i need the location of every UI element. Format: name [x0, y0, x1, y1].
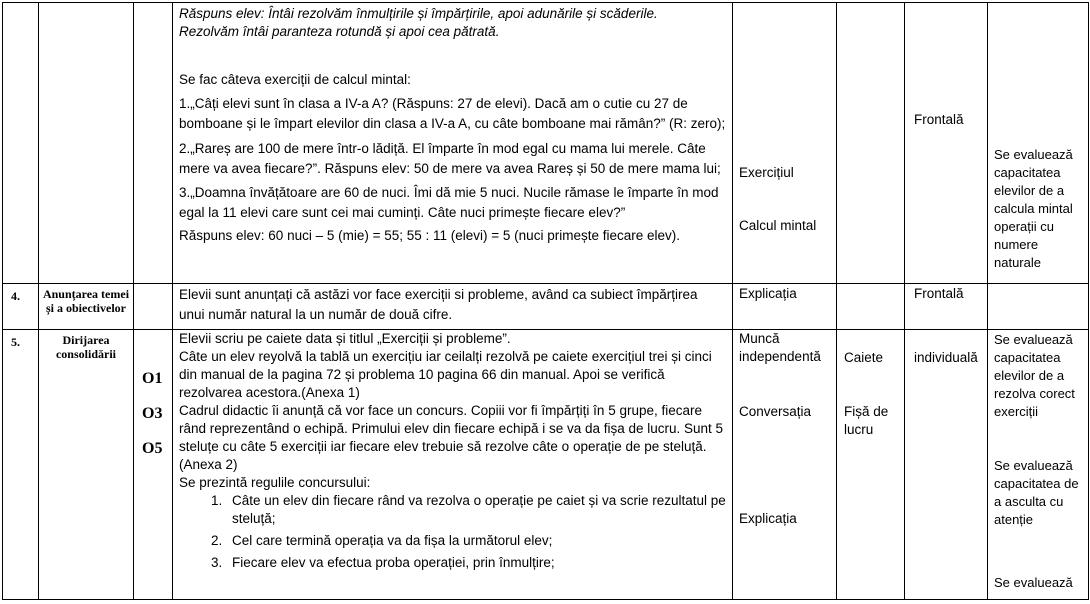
number-cell [3, 3, 39, 284]
methods-cell [733, 3, 837, 284]
exercise-1: 1.„Câți elevi sunt în clasa a IV-a A? (Răspuns: 27 de elevi). Dacă am o cutie cu 27 de bomboane și le împart elevilor din clasa a IV-a A, cu câte bomboane mai rămân?” (R: zero); [179, 96, 726, 131]
answer-line-1: Răspuns elev: Întâi rezolvăm înmulțirile și împărțirile, apoi adunările și scăderile. [179, 6, 658, 21]
lesson-plan-table [2, 2, 1089, 600]
evaluation-text: Se evaluează capacitatea elevilor de a rezolva corect exerciții [994, 332, 1075, 419]
list-item: 3. Fiecare elev va efectua proba operației, prin înmulțire; [226, 554, 726, 572]
announcement-text: Elevii sunt anunțați că astăzi vor face exerciții si probleme, având ca subiect împărțirea unui număr natural la un număr de două cifre. [179, 287, 698, 322]
table-row [3, 330, 1089, 600]
objective-label: O1 [142, 370, 163, 387]
resource-item: Caiete [844, 350, 884, 365]
paragraph: Elevii scriu pe caiete data și titlul „Exerciții și probleme”. [179, 331, 511, 346]
list-item: 1. Câte un elev din fiecare rând va rezolva o operație pe caiet și va scrie rezultatul pe steluță; [226, 492, 726, 528]
evaluation-cell [988, 330, 1089, 600]
objective-label: O3 [142, 405, 163, 422]
content-cell [173, 284, 733, 330]
exercise-3-answer: Răspuns elev: 60 nuci – 5 (mie) = 55; 55 : 11 (elevi) = 5 (nuci primește fiecare elev). [179, 228, 680, 243]
stage-title: Dirijarea consolidării [39, 330, 134, 600]
resources-cell [837, 330, 905, 600]
objectives-cell [134, 284, 173, 330]
method-item: Exercițiul [739, 165, 794, 180]
row-number: 4. [3, 284, 39, 330]
method-item: Muncă independentă [739, 331, 821, 364]
content-cell [173, 3, 733, 284]
evaluation-cell [988, 284, 1089, 330]
row-number: 5. [3, 330, 39, 600]
evaluation-text: Se evaluează capacitatea de a asculta cu atenție [994, 458, 1079, 527]
method-item: Calcul mintal [739, 218, 817, 233]
objectives-cell [134, 330, 173, 600]
evaluation-text: Se evaluează capacitatea elevilor de a calcula mintal operații cu numere naturale [994, 147, 1073, 270]
paragraph: Cadrul didactic îi anunță că vor face un concurs. Copiii vor fi împărțiți în 5 grupe, fiecare rând reprezentând o echipă. Primului elev din fiecare echipă i se va da fișa de lucru. Sunt 5 steluțe cu câte 5 exerciții iar fiecare elev trebuie să rezolve câte o operație de pe steluță. (Anexa 2) [179, 403, 724, 472]
content-cell [173, 330, 733, 600]
stage-cell [39, 3, 134, 284]
method-item: Explicația [739, 511, 797, 526]
list-item: 2. Cel care termină operația va da fișa la următorul elev; [226, 532, 726, 550]
resources-cell [837, 284, 905, 330]
organization-label: Frontală [914, 286, 964, 301]
method-item: Explicația [739, 286, 797, 301]
method-item: Conversația [739, 404, 812, 419]
resource-item: Fișă de lucru [844, 404, 889, 437]
exercise-2: 2.„Rareș are 100 de mere într-o lădiță. El împarte în mod egal cu mama lui merele. Câte mere va avea fiecare?”. Răspuns elev: 50 de mere va avea Rareș și 50 de mere mama lui; [179, 141, 721, 176]
organization-label: individuală [914, 350, 978, 365]
organization-cell [905, 3, 988, 284]
exercise-3: 3.„Doamna învățătoare are 60 de nuci. Îmi dă mie 5 nuci. Nucile rămase le împarte în mod egal la 11 elevi care sunt cei mai cuminți. Câte nuci primește fiecare elev?” [179, 185, 719, 220]
organization-cell [905, 330, 988, 600]
table-row [3, 3, 1089, 284]
rules-list [179, 492, 726, 572]
evaluation-cell [988, 3, 1089, 284]
paragraph: Se prezintă regulile concursului: [179, 475, 371, 490]
methods-cell [733, 284, 837, 330]
evaluation-text: Se evaluează [994, 575, 1073, 590]
objectives-cell [134, 3, 173, 284]
paragraph: Câte un elev reyolvă la tablă un exercițiu iar ceilalți rezolvă pe caiete exercițiul trei și cinci din manual de la pagina 72 și problema 10 pagina 66 din manual. Apoi se verifică rezolvarea acestora.(Anexa 1) [179, 349, 712, 400]
table-row [3, 284, 1089, 330]
stage-title: Anunțarea temei și a obiectivelor [39, 284, 134, 330]
objective-label: O5 [142, 440, 163, 457]
organization-cell [905, 284, 988, 330]
organization-label: Frontală [914, 112, 964, 127]
resources-cell [837, 3, 905, 284]
mental-calc-intro: Se fac câteva exerciții de calcul mintal: [179, 72, 411, 87]
answer-line-2: Rezolvăm întâi paranteza rotundă și apoi cea pătrată. [179, 24, 500, 39]
methods-cell [733, 330, 837, 600]
